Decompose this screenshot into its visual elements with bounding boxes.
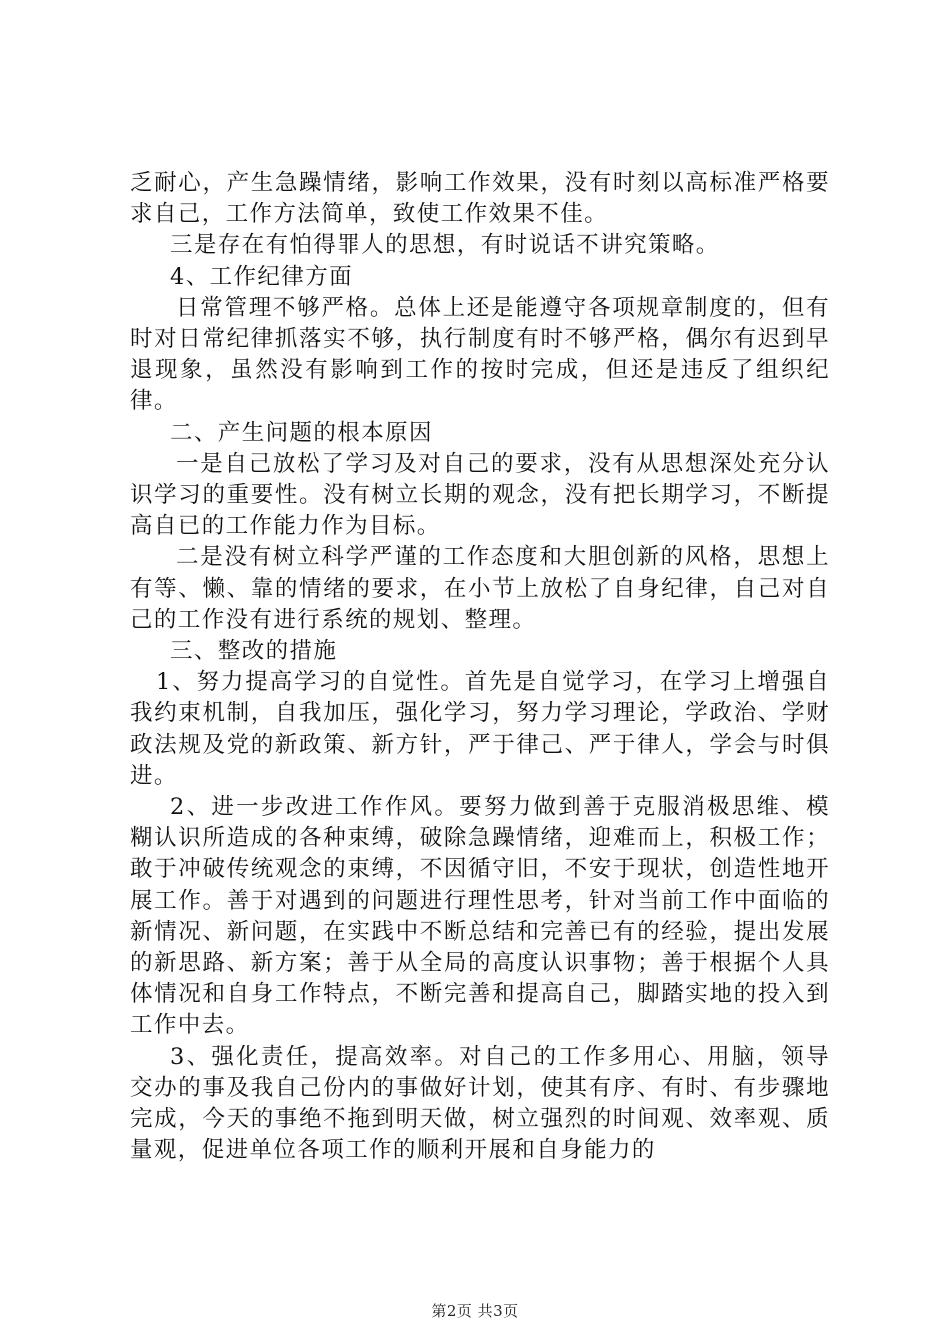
paragraph-measure-three: 3、强化责任，提高效率。对自己的工作多用心、用脑，领导交办的事及我自己份内的事做好计划，使其有序、有时、有步骤地完成，今天的事绝不拖到明天做，树立强烈的时间观、效率观、质量观，促进单位各项工作的顺利开展和自身能力的 xyxy=(130,1043,830,1164)
paragraph-measure-one: 1、努力提高学习的自觉性。首先是自觉学习，在学习上增强自我约束机制，自我加压，强化学习，努力学习理论，学政治、学财政法规及党的新政策、新方针，严于律己、严于律人，学会与时俱进。 xyxy=(130,669,830,789)
paragraph-third-point: 三是存在有怕得罪人的思想，有时说话不讲究策略。 xyxy=(170,232,720,259)
paragraph-daily-management: 日常管理不够严格。总体上还是能遵守各项规章制度的，但有时对日常纪律抓落实不够，执行制度有时不够严格，偶尔有迟到早退现象，虽然没有影响到工作的按时完成，但还是违反了组织纪律。 xyxy=(130,294,830,415)
heading-root-causes: 二、产生问题的根本原因 xyxy=(170,419,433,446)
paragraph-measure-two: 2、进一步改进工作作风。要努力做到善于克服消极思维、模糊认识所造成的各种束缚，破除急躁情绪，迎难而上，积极工作；敢于冲破传统观念的束缚，不因循守旧，不安于现状，创造性地开展工作。善于对遇到的问题进行理性思考，针对当前工作中面临的新情况、新问题，在实践中不断总结和完善已有的经验，提出发展的新思路、新方案；善于从全局的高度认识事物；善于根据个人具体情况和自身工作特点，不断完善和提高自己，脚踏实地的投入到工作中去。 xyxy=(130,794,830,1039)
heading-work-discipline: 4、工作纪律方面 xyxy=(170,263,354,290)
document-body xyxy=(130,168,830,1167)
heading-rectification-measures: 三、整改的措施 xyxy=(170,638,338,665)
paragraph-cause-two: 二是没有树立科学严谨的工作态度和大胆创新的风格，思想上有等、懒、靠的情绪的要求，在小节上放松了自身纪律，自己对自己的工作没有进行系统的规划、整理。 xyxy=(130,544,830,633)
page-footer xyxy=(0,1300,950,1321)
page-number-label: 第2页 共3页 xyxy=(431,1302,519,1320)
paragraph-continuation: 乏耐心，产生急躁情绪，影响工作效果，没有时刻以高标准严格要求自己，工作方法简单，致使工作效果不佳。 xyxy=(130,170,830,228)
paragraph-cause-one: 一是自己放松了学习及对自己的要求，没有从思想深处充分认识学习的重要性。没有树立长期的观念，没有把长期学习，不断提高自已的工作能力作为目标。 xyxy=(130,450,830,540)
